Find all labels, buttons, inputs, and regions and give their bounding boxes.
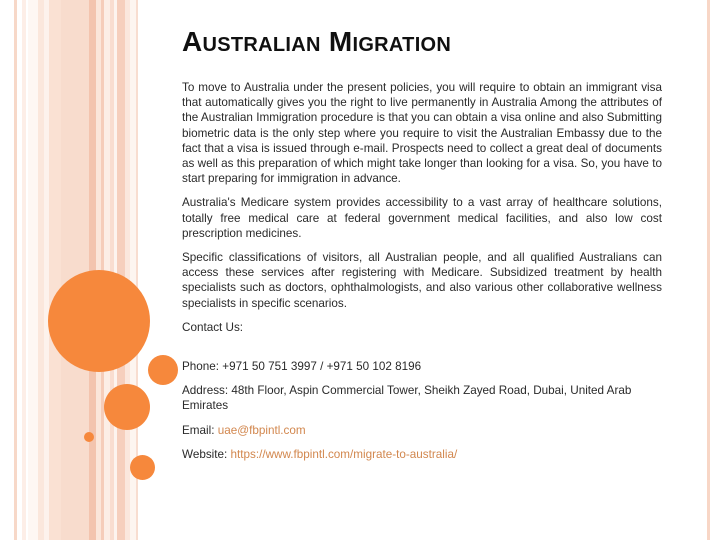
contact-address — [182, 383, 662, 413]
contact-email-label: Email: — [182, 423, 218, 437]
contact-phone-label: Phone: — [182, 360, 223, 374]
stripe-2 — [28, 0, 38, 540]
edge-stripe-1 — [707, 0, 710, 540]
circle-small — [148, 355, 178, 385]
website-link[interactable]: https://www.fbpintl.com/migrate-to-australia/ — [230, 447, 458, 461]
contact-address-value: 48th Floor, Aspin Commercial Tower, Sheikh Zayed Road, Dubai, United Arab Emirates — [182, 384, 632, 413]
stripe-0 — [14, 0, 17, 540]
contact-phone-value: +971 50 751 3997 / +971 50 102 8196 — [222, 360, 422, 374]
email-link[interactable]: uae@fbpintl.com — [217, 423, 306, 437]
circle-large — [48, 270, 150, 372]
left-stripe-decoration — [0, 0, 140, 540]
circle-medium — [104, 384, 150, 430]
stripe-13 — [117, 0, 125, 540]
paragraph-1: To move to Australia under the present policies, you will require to obtain an immigrant visa that automatically gives you the right to live permanently in Australia Among the attributes of the Australian Immigration procedure is that you can obtain a visa online and also Submitting biometric data is the only step where you require to visit the Australian Embassy due to the fact that a visa is issued through e-mail. Prospects need to collect a great deal of documents as well as this preparation of which might take longer than looking for a visa. So, you have to start preparing for immigration in advance. — [182, 81, 662, 186]
contact-website — [182, 447, 662, 462]
slide-content — [182, 0, 662, 540]
contact-phone — [182, 359, 662, 374]
circle-tiny — [84, 432, 94, 442]
stripe-6 — [61, 0, 89, 540]
contact-email — [182, 423, 662, 438]
circle-xsmall — [130, 455, 155, 480]
body-text-block — [182, 80, 662, 471]
contact-heading: Contact Us: — [182, 320, 244, 334]
contact-website-label: Website: — [182, 447, 231, 461]
contact-spacer — [182, 344, 662, 359]
page-title: Australian Migration — [182, 26, 452, 57]
paragraph-3: Specific classifications of visitors, all Australian people, and all qualified Australians can access these services after registering with Medicare. Subsidized treatment by health specialists such as doctors, ophthalmologists, and also various other collaborative wellness specialists in specific scenarios. — [182, 251, 662, 310]
stripe-1 — [22, 0, 26, 540]
stripe-5 — [49, 0, 61, 540]
contact-address-label: Address: — [182, 384, 232, 398]
paragraph-2: Australia's Medicare system provides accessibility to a vast array of healthcare solutions, totally free medical care at federal government medical facilities, and also low cost prescription medicines. — [182, 196, 662, 240]
